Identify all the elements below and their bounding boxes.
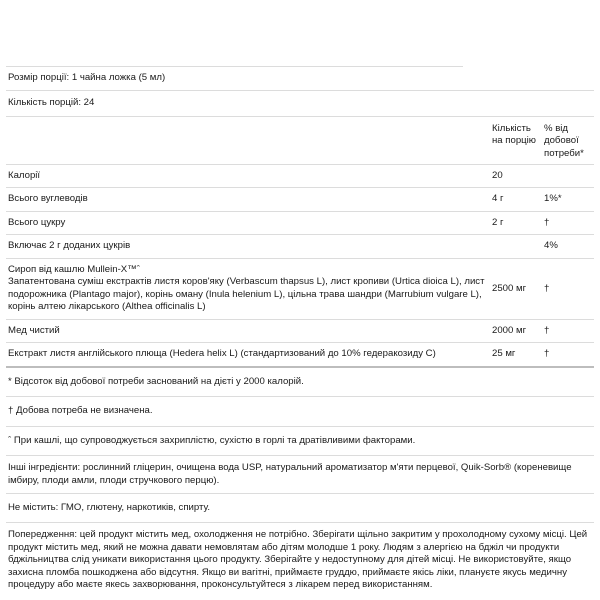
nutrient-dv: † bbox=[544, 216, 550, 228]
nutrient-dv: † bbox=[544, 282, 550, 294]
table-row bbox=[6, 188, 594, 211]
nutrient-name: Всього цукру bbox=[8, 216, 66, 228]
serving-size: Розмір порції: 1 чайна ложка (5 мл) bbox=[8, 72, 166, 83]
nutrient-amount: 2 г bbox=[492, 216, 504, 228]
ingredient-name: Сироп від кашлю Mullein-X™ˆ bbox=[8, 263, 140, 275]
supplement-facts-panel bbox=[6, 66, 594, 598]
nutrient-dv: 1%* bbox=[544, 193, 562, 205]
nutrient-amount: 25 мг bbox=[492, 348, 516, 360]
nutrient-dv: † bbox=[544, 324, 550, 336]
table-row bbox=[6, 320, 594, 343]
nutrient-amount: 20 bbox=[492, 169, 503, 181]
column-header-row bbox=[6, 117, 594, 165]
other-ingredients: Інші інгредієнти: рослинний гліцерин, очищена вода USP, натуральний ароматизатор м'яти перцевої, Quik-Sorb® (кореневище імбиру, плоди амли, плоди стручкового перцю). bbox=[6, 456, 594, 494]
nutrient-dv: 4% bbox=[544, 240, 558, 252]
table-row bbox=[6, 165, 594, 188]
nutrient-name: Калорії bbox=[8, 169, 41, 181]
table-row bbox=[6, 343, 594, 367]
serving-size-row bbox=[6, 66, 594, 91]
daily-value-header: % від добової потреби* bbox=[544, 122, 584, 159]
nutrient-name: Мед чистий bbox=[8, 324, 60, 336]
nutrient-amount: 2500 мг bbox=[492, 282, 527, 294]
nutrient-amount: 4 г bbox=[492, 193, 504, 205]
ingredient-detail: Запатентована суміш екстрактів листя коров'яку (Verbascum thapsus L), лист кропиви (Urtica dioica L), лист подорожника (Plantago major), корінь оману (Inula helenium L), цільна трава шандри (Marrubium vulgare L), корінь алтею лікарського (Althea officinalis L) bbox=[8, 276, 485, 313]
daily-value-footnote: * Відсоток від добової потреби заснований на дієті у 2000 калорій. bbox=[6, 368, 594, 397]
nutrient-amount: 2000 мг bbox=[492, 324, 527, 336]
table-row bbox=[6, 235, 594, 258]
servings-per-container: Кількість порцій: 24 bbox=[8, 97, 95, 109]
servings-row bbox=[6, 91, 594, 116]
nutrient-dv: † bbox=[544, 348, 550, 360]
amount-header: Кількість на порцію bbox=[492, 122, 536, 147]
nutrient-name: Всього вуглеводів bbox=[8, 193, 88, 205]
warning: Попередження: цей продукт містить мед, охолодження не потрібно. Зберігати щільно закритим у прохолодному сухому місці. Цей продукт містить мед, який не можна давати немовлятам або дітям молодше 1 року. Людям з алергією на бджіл чи продукти бджільництва слід уникати використання цього продукту. Зберігайте у недоступному для дітей місці. Не використовуйте, якщо захисна пломба пошкоджена або відсутня. Якщо ви вагітні, приймаєте груддю, приймаєте якісь ліки, плануєте якусь медичну процедуру або маєте якесь захворювання, проконсультуйтеся з лікарем перед використанням. bbox=[8, 529, 588, 591]
nutrient-name: Екстракт листя англійського плюща (Hedera helix L) (стандартизований до 10% гедеракозиду C) bbox=[8, 348, 436, 360]
free-of: Не містить: ГМО, глютену, наркотиків, спирту. bbox=[6, 494, 594, 523]
nutrient-name: Включає 2 г доданих цукрів bbox=[8, 240, 131, 252]
table-row bbox=[6, 212, 594, 235]
cough-footnote: ˆ При кашлі, що супроводжується захриплістю, сухістю в горлі та дратівливими факторами. bbox=[6, 427, 594, 456]
table-row bbox=[6, 259, 594, 320]
not-established-footnote: † Добова потреба не визначена. bbox=[6, 397, 594, 426]
